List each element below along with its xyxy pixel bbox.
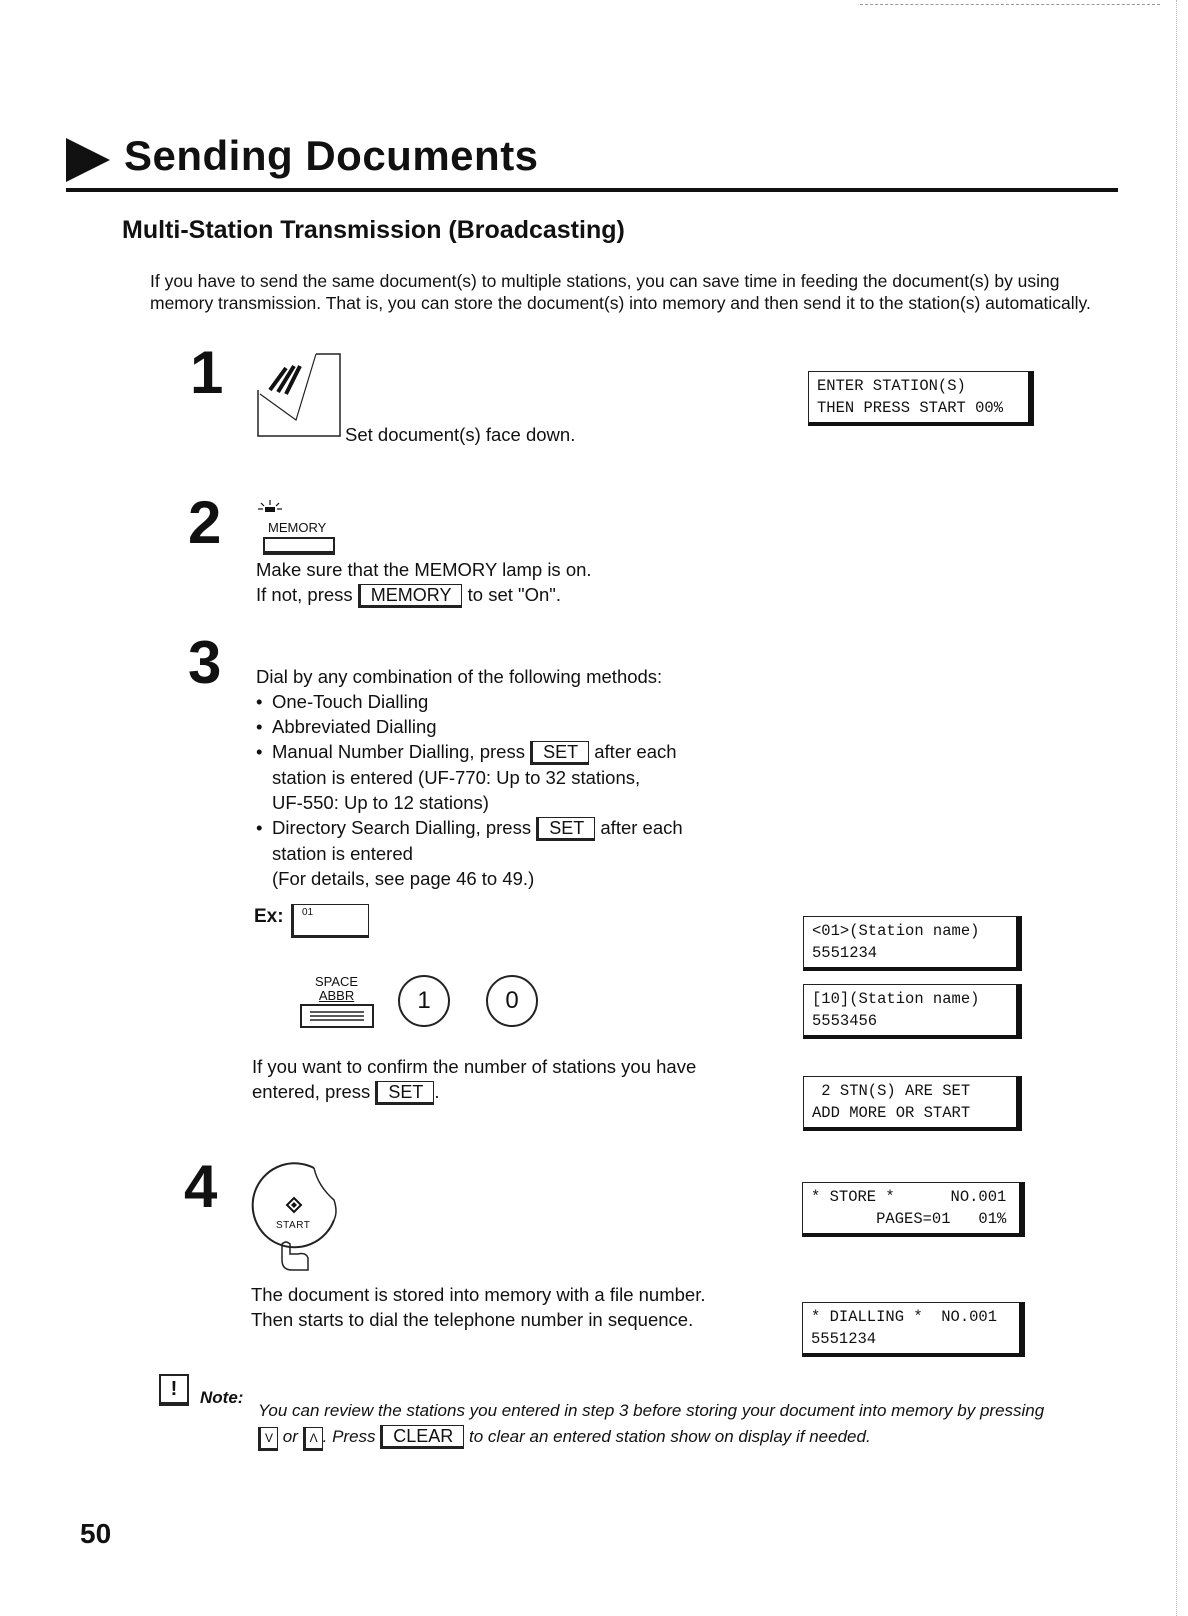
method-directory-post: after each: [600, 817, 683, 838]
display-line-1: <01>(Station name): [812, 922, 980, 940]
note-icon: !: [159, 1374, 189, 1406]
method-one-touch: • One-Touch Dialling: [256, 689, 776, 714]
display-station-10: [803, 984, 1022, 1039]
note-line-2: to clear an entered station show on display if needed.: [469, 1427, 871, 1446]
display-line-1: * DIALLING * NO.001: [811, 1308, 998, 1326]
step-3-methods: [256, 664, 776, 891]
step-4-number: 4: [184, 1153, 218, 1220]
section-subtitle: Multi-Station Transmission (Broadcasting): [122, 216, 625, 244]
method-abbreviated: • Abbreviated Dialling: [256, 714, 776, 739]
memory-lamp-button: [263, 537, 335, 555]
step-1-caption: Set document(s) face down.: [345, 424, 576, 445]
set-key: SET: [530, 741, 589, 765]
note-text: [258, 1398, 1118, 1451]
intro-paragraph: If you have to send the same document(s) to multiple stations, you can save time in feeding the document(s) by using memory transmission. That is, you can store the document(s) into memory and then send it to the station(s) automatically.: [150, 271, 1091, 313]
note-label: Note:: [200, 1388, 244, 1407]
abbr-bottom-label: ABBR: [318, 988, 355, 1003]
method-manual: [256, 739, 776, 815]
step-4-line-2: Then starts to dial the telephone number in sequence.: [251, 1309, 694, 1330]
page-number: 50: [80, 1518, 112, 1549]
lamp-on-icon: [258, 500, 282, 520]
step-3-number: 3: [188, 629, 222, 696]
display-station-01: [803, 916, 1022, 971]
digit-0-key: 0: [486, 975, 538, 1027]
memory-key: MEMORY: [358, 584, 463, 608]
display-line-1: 2 STN(S) ARE SET: [812, 1082, 971, 1100]
method-manual-line-3: UF-550: Up to 12 stations): [272, 792, 489, 813]
method-manual-post: after each: [594, 741, 677, 762]
set-key: SET: [375, 1081, 434, 1105]
title-arrow-icon: [66, 138, 110, 182]
display-enter-station: [808, 371, 1034, 426]
method-directory-pre: Directory Search Dialling, press: [272, 817, 532, 838]
section-header: [66, 132, 1118, 192]
method-directory: [256, 815, 776, 891]
start-label: START: [276, 1220, 311, 1231]
method-directory-line-3: (For details, see page 46 to 49.): [272, 868, 535, 889]
digit-1-key: 1: [398, 975, 450, 1027]
note-line-1: You can review the stations you entered in step 3 before storing your document into memory by pressing: [258, 1401, 1045, 1420]
note-or: or: [282, 1427, 298, 1446]
display-line-2: THEN PRESS START 00%: [817, 399, 1004, 417]
step-3-lead: Dial by any combination of the following methods:: [256, 666, 663, 687]
step-2-line-2-pre: If not, press: [256, 584, 353, 605]
one-touch-01-key: 01: [291, 904, 369, 938]
display-stations-set: [803, 1076, 1022, 1131]
display-line-2: 5553456: [812, 1012, 878, 1030]
display-line-2: PAGES=01 01%: [811, 1210, 1007, 1228]
display-dialling: [802, 1302, 1025, 1357]
clear-key: CLEAR: [380, 1425, 464, 1449]
up-arrow-key: Λ: [303, 1427, 323, 1451]
right-margin-rule: [1176, 0, 1177, 1616]
dialling-methods-list: [256, 689, 776, 891]
set-key: SET: [536, 817, 595, 841]
abbr-top-label: SPACE: [315, 974, 359, 989]
step-2-number: 2: [188, 489, 222, 556]
abbr-key-label: [315, 975, 358, 1003]
step-4-text: [251, 1282, 771, 1332]
display-line-1: * STORE * NO.001: [811, 1188, 1007, 1206]
note-press: . Press: [322, 1427, 376, 1446]
display-line-1: [10](Station name): [812, 990, 980, 1008]
memory-lamp-label: MEMORY: [268, 520, 327, 535]
step-2-line-1: Make sure that the MEMORY lamp is on.: [256, 559, 592, 580]
step-3-confirm: [252, 1054, 772, 1105]
example-label: Ex:: [254, 906, 284, 927]
document-feed-icon: [256, 350, 346, 440]
abbr-key-icon: [300, 1004, 374, 1028]
step-1-number: 1: [190, 339, 224, 406]
display-line-2: ADD MORE OR START: [812, 1104, 971, 1122]
method-directory-line-2: station is entered: [272, 843, 413, 864]
page-title: Sending Documents: [124, 132, 539, 179]
display-line-1: ENTER STATION(S): [817, 377, 966, 395]
confirm-pre: entered, press: [252, 1081, 371, 1102]
step-4-line-1: The document is stored into memory with a file number.: [251, 1284, 706, 1305]
top-dashed-rule: [860, 4, 1160, 5]
down-arrow-key: V: [258, 1427, 278, 1451]
display-line-2: 5551234: [812, 944, 878, 962]
display-store: [802, 1182, 1025, 1237]
display-line-2: 5551234: [811, 1330, 877, 1348]
step-2-line-2-post: to set "On".: [467, 584, 561, 605]
method-manual-pre: Manual Number Dialling, press: [272, 741, 525, 762]
method-manual-line-2: station is entered (UF-770: Up to 32 stations,: [272, 767, 641, 788]
step-2-line-2: [256, 582, 561, 608]
confirm-line-1: If you want to confirm the number of stations you have: [252, 1056, 697, 1077]
confirm-post: .: [434, 1081, 440, 1102]
